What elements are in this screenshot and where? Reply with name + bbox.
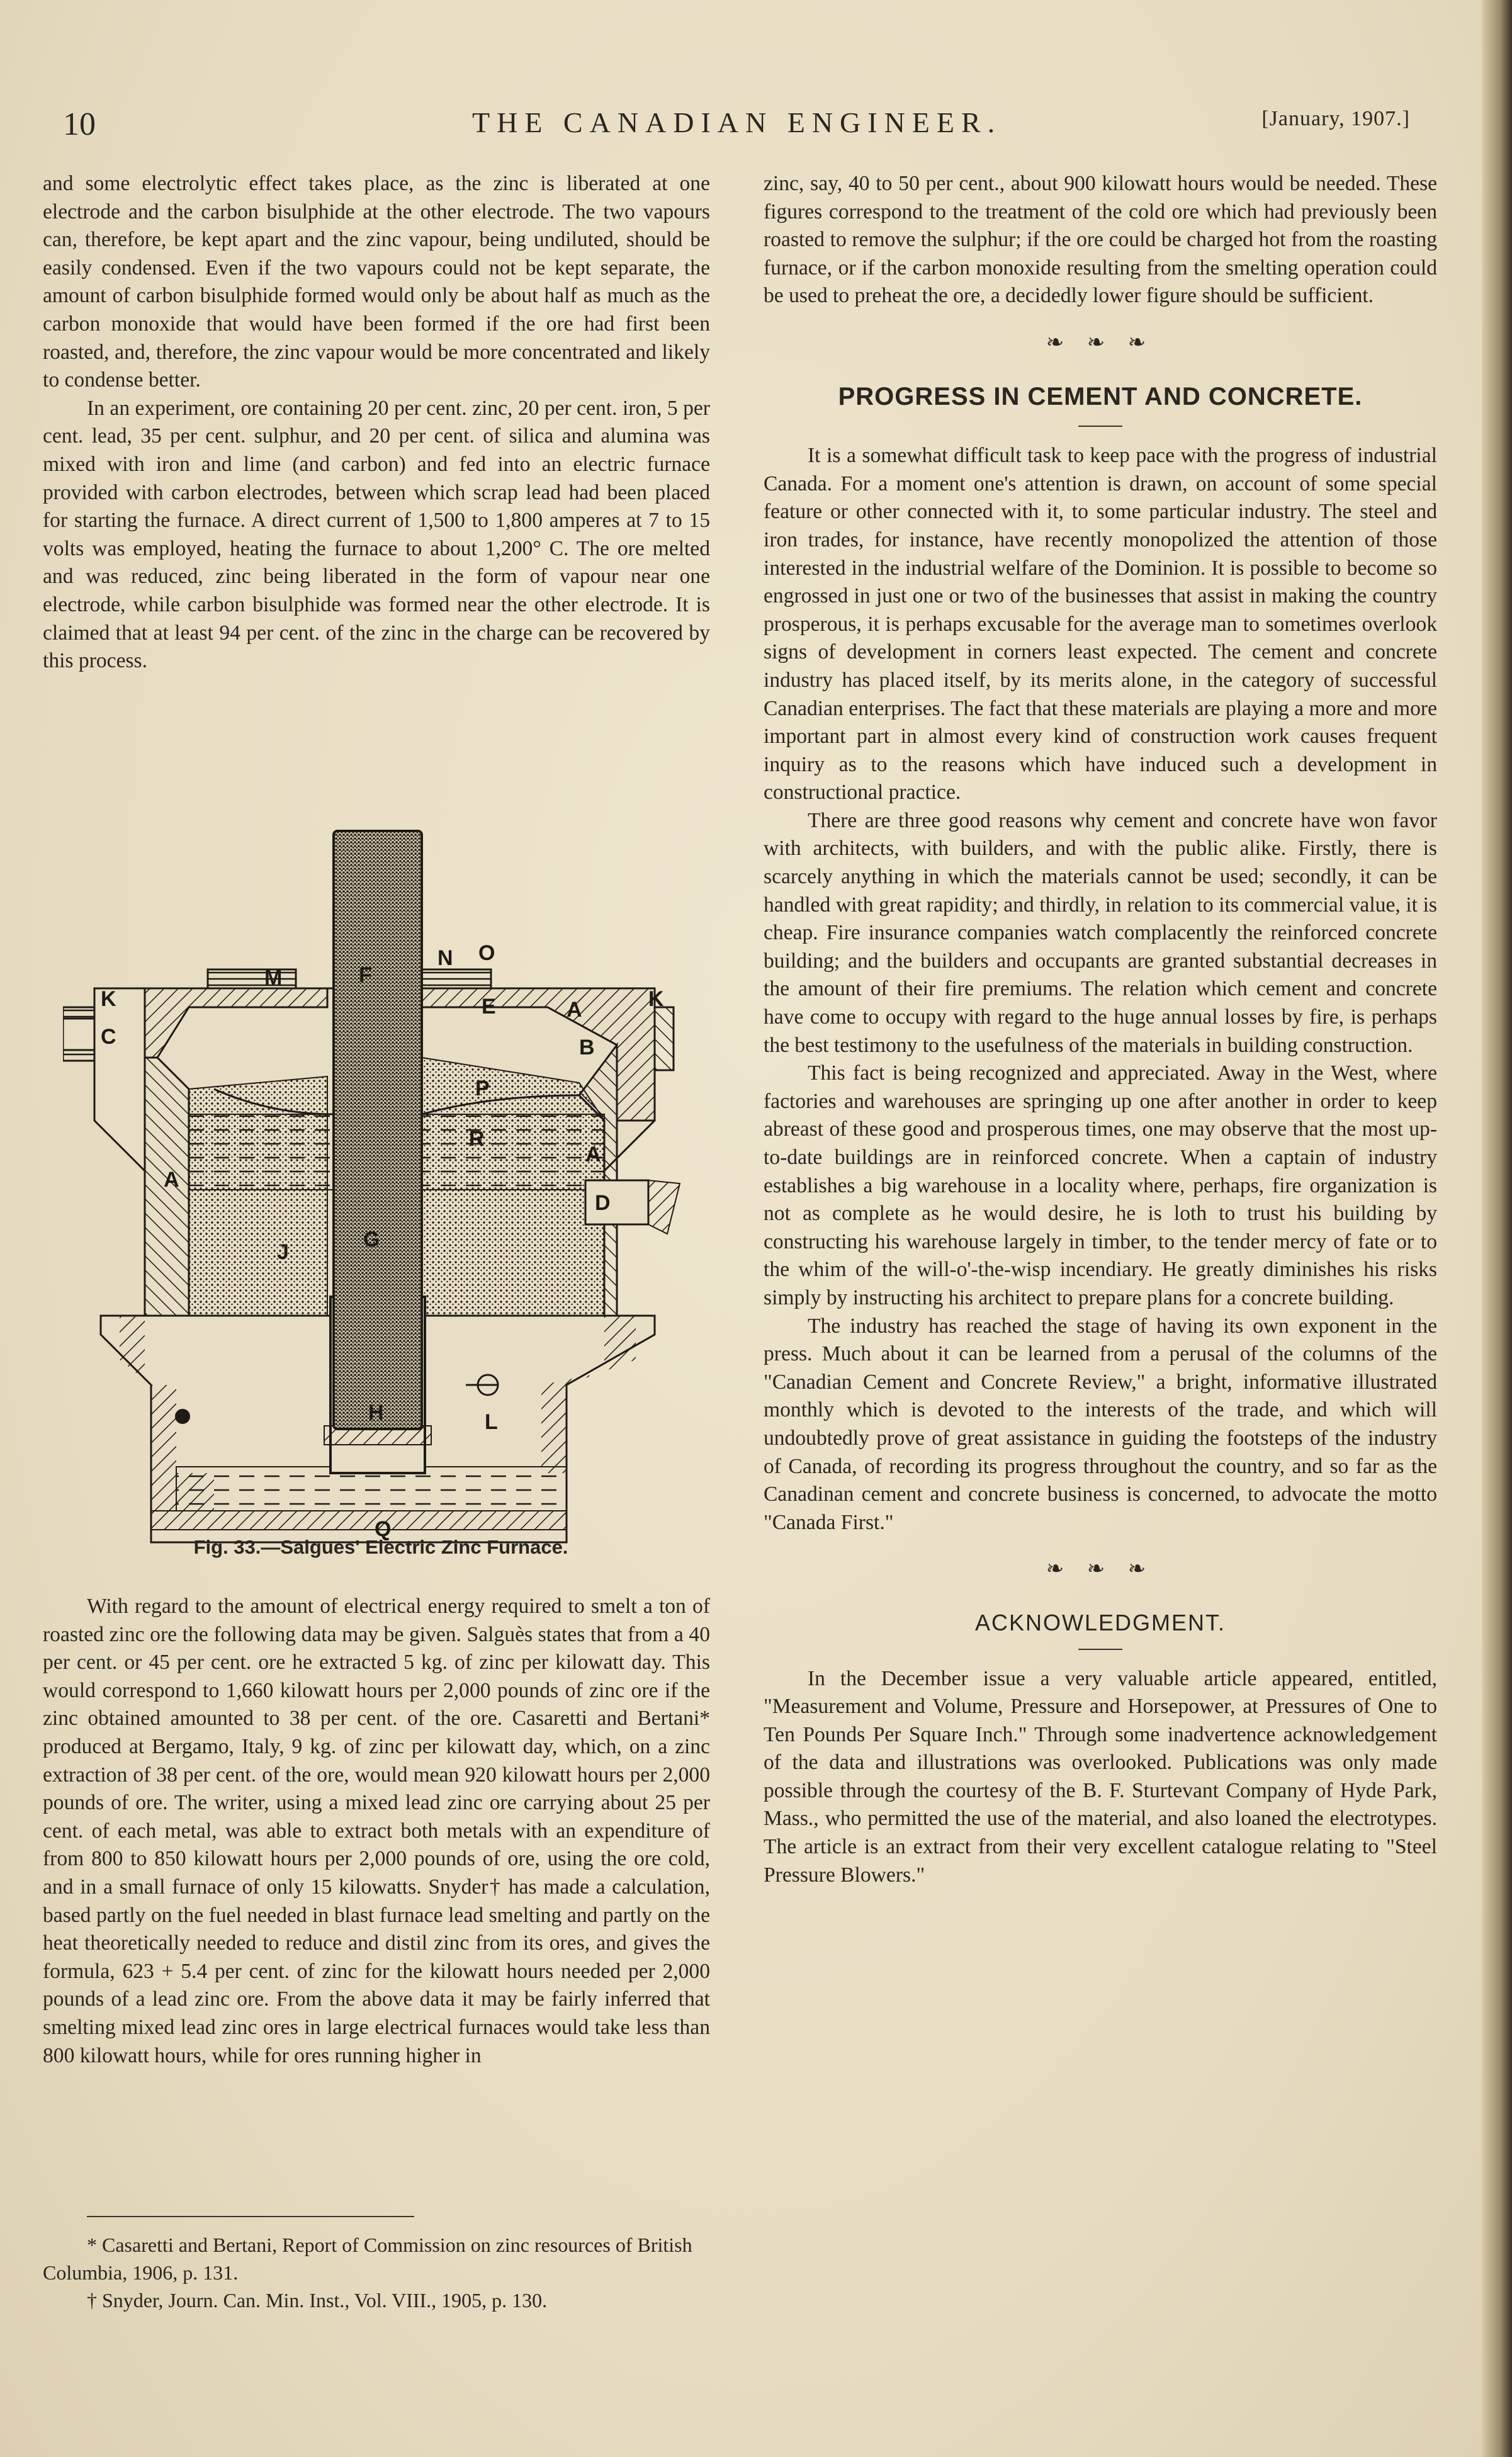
paragraph: The industry has reached the stage of having its own exponent in the press. Much about it can be learned from a perusal of the columns of the "Canadian Cement and Concrete Review," a bright, informative illustrated monthly which is devoted to the interests of the trade, and which will undoubtedly prove of great assistance in guiding the footsteps of the industry of Canada, of recording its progress throughout the country, and so far as the Canadinan cement and concrete business is concerned, to advocate the motto "Canada First." [764, 1314, 1437, 1534]
label-r: R [469, 1127, 485, 1151]
footnote-rule [87, 2216, 414, 2217]
binding-spine [1482, 0, 1512, 2457]
label-e: E [482, 995, 496, 1019]
footnote: † Snyder, Journ. Can. Min. Inst., Vol. VIII., 1905, p. 130. [87, 2289, 548, 2312]
heading-rule [1078, 426, 1122, 427]
figure-caption: Fig. 33.—Salgues' Electric Zinc Furnace. [193, 1536, 568, 1558]
section-ornament: ❧ ❧ ❧ [1046, 1557, 1155, 1581]
footnote: * Casaretti and Bertani, Report of Commission on zinc resources of British Columbia, 1906, p. 131. [43, 2234, 692, 2284]
label-k-right: K [648, 987, 664, 1011]
label-o-top: O [478, 941, 495, 965]
label-a-top: A [567, 998, 582, 1022]
paragraph: There are three good reasons why cement and concrete have won favor with architects, with builders, and with the public alike. Firstly, there is scarcely anything in which the materials cannot be used; secondly, it can be handled with great rapidity; and thirdly, in relation to its commercial value, it is cheap. Fire insurance companies watch complacently the reinforced concrete building; and the builders and occupants are granted substantial decreases in the amount of their fire premiums. The relation which cement and concrete have come to occupy with regard to the huge annual losses by fire, is perhaps the best testimony to the usefulness of the materials in building construction. [764, 808, 1437, 1057]
label-j: J [277, 1240, 289, 1264]
section-ornament: ❧ ❧ ❧ [1046, 330, 1155, 354]
paragraph: With regard to the amount of electrical energy required to smelt a ton of roasted zinc ore the following data may be given. Salguès states that from a 40 per cent. or 45 per cent. ore he extracted 5 kg. of zinc per kilowatt day. This would correspond to 1,660 kilowatt hours per 2,000 pounds of zinc ore if the zinc obtained amounted to 38 per cent. of the ore. Casaretti and Bertani* produced at Bergamo, Italy, 9 kg. of zinc per kilowatt day, which, on a zinc extraction of 38 per cent. of the ore, would mean 920 kilowatt hours per 2,000 pounds of ore. The writer, using a mixed lead zinc ore carrying about 25 per cent. of each metal, was able to extract both metals with an expenditure of from 800 to 850 kilowatt hours per 2,000 pounds of ore, using the ore cold, and in a small furnace of only 15 kilowatts. Snyder† has made a calculation, based partly on the fuel needed in blast furnace lead smelting and partly on the heat theoretically needed to reduce and distil zinc from its ores, and gives the formula, 623 + 5.4 per cent. of zinc for the kilowatt hours needed per 2,000 pounds of a lead zinc ore. From the above data it may be fairly inferred that smelting mixed lead zinc ores in large electrical furnaces would take less than 800 kilowatt hours, while for ores running higher in [43, 1595, 710, 2067]
paragraph: In an experiment, ore containing 20 per cent. zinc, 20 per cent. iron, 5 per cent. lead, 35 per cent. sulphur, and 20 per cent. of silica and alumina was mixed with iron and lime (and carbon) and fed into an electric furnace provided with carbon electrodes, between which scrap lead had been placed for starting the furnace. A direct current of 1,500 to 1,800 amperes at 7 to 15 volts was employed, heating the furnace to about 1,200° C. The ore melted and was reduced, zinc being liberated in the form of vapour near one electrode, while carbon bisulphide was formed near the other electrode. It is claimed that at least 94 per cent. of the zinc in the charge can be recovered by this process. [43, 396, 710, 673]
paragraph: This fact is being recognized and appreciated. Away in the West, where factories and warehouses are springing up one after another in order to keep abreast of these good and prosperous times, one may observe that the most up-to-date buildings are in reinforced concrete. When a captain of industry establishes a big warehouse in a locality where, perhaps, fire organization is not as complete as he would desire, he is loth to trust his building by constructing his warehouse largely in timber, to the tender mercy of fate or to the whim of the will-o'-the-wisp incendiary. He greatly diminishes his risks simply by instructing his architect to prepare plans for a concrete building. [764, 1061, 1437, 1309]
left-column-text [43, 170, 710, 675]
page-header [63, 101, 1410, 145]
label-a-right: A [585, 1143, 601, 1166]
label-b: B [579, 1036, 595, 1059]
section-heading-cement: PROGRESS IN CEMENT AND CONCRETE. [838, 382, 1363, 410]
label-l: L [485, 1410, 498, 1434]
journal-title: THE CANADIAN ENGINEER. [472, 106, 1002, 138]
footnotes [43, 2216, 710, 2314]
label-n: N [437, 946, 453, 970]
label-m: M [264, 966, 283, 990]
label-q: Q [375, 1517, 392, 1541]
label-k-left: K [101, 987, 116, 1011]
paragraph: In the December issue a very valuable article appeared, entitled, "Measurement and Volume, Pressure and Horsepower, at Pressures of One to Ten Pounds Per Square Inch." Through some inadvertence acknowledgement of the data and illustrations was overlooked. Publications was only made possible through the courtesy of the B. F. Sturtevant Company of Hyde Park, Mass., who permitted the use of the material, and also loaned the electrotypes. The article is an extract from their very excellent catalogue relating to "Steel Pressure Blowers." [764, 1666, 1437, 1887]
label-p: P [475, 1076, 490, 1100]
right-column-text [764, 170, 1437, 1889]
paragraph: zinc, say, 40 to 50 per cent., about 900 kilowatt hours would be needed. These figures correspond to the treatment of the cold ore which had previously been roasted to remove the sulphur; if the ore could be charged hot from the roasting furnace, or if the carbon monoxide resulting from the smelting operation could be used to preheat the ore, a decidedly lower figure should be sufficient. [764, 172, 1437, 308]
furnace-figure [63, 818, 699, 1549]
label-c: C [101, 1025, 116, 1049]
section-heading-acknowledgment: ACKNOWLEDGMENT. [974, 1609, 1226, 1635]
label-g: G [363, 1228, 380, 1251]
label-d: D [595, 1191, 611, 1215]
left-column-lower-text [43, 1593, 710, 2070]
issue-date: [January, 1907.] [1261, 107, 1410, 130]
page-number: 10 [63, 106, 96, 142]
heading-rule [1078, 1649, 1122, 1650]
paragraph: It is a somewhat difficult task to keep pace with the progress of industrial Canada. For a moment one's attention is drawn, on account of some special feature or other connected with it, to some particular industry. The steel and iron trades, for instance, have recently monopolized the attention of those interested in the industrial welfare of the Dominion. It is possible to become so engrossed in just one or two of the businesses that assist in making the country prosperous, it is perhaps excusable for the average man to sometimes overlook signs of development in corners least expected. The cement and concrete industry has placed itself, by its merits alone, in the category of successful Canadian enterprises. The fact that these materials are playing a more and more important part in almost every kind of construction work causes frequent inquiry as to the reasons which have induced such a development in constructional practice. [764, 444, 1437, 805]
label-f: F [359, 963, 372, 987]
label-h: H [368, 1401, 384, 1425]
paragraph: and some electrolytic effect takes place, as the zinc is liberated at one electrode and the carbon bisulphide at the other electrode. The two vapours can, therefore, be kept apart and the zinc vapour, being undiluted, should be easily condensed. Even if the two vapours could not be kept separate, the amount of carbon bisulphide formed would only be about half as much as the carbon monoxide that would have been formed if the ore had first been roasted, and, therefore, the zinc vapour would be more concentrated and likely to condense better. [43, 172, 710, 392]
label-a-left: A [164, 1168, 179, 1192]
